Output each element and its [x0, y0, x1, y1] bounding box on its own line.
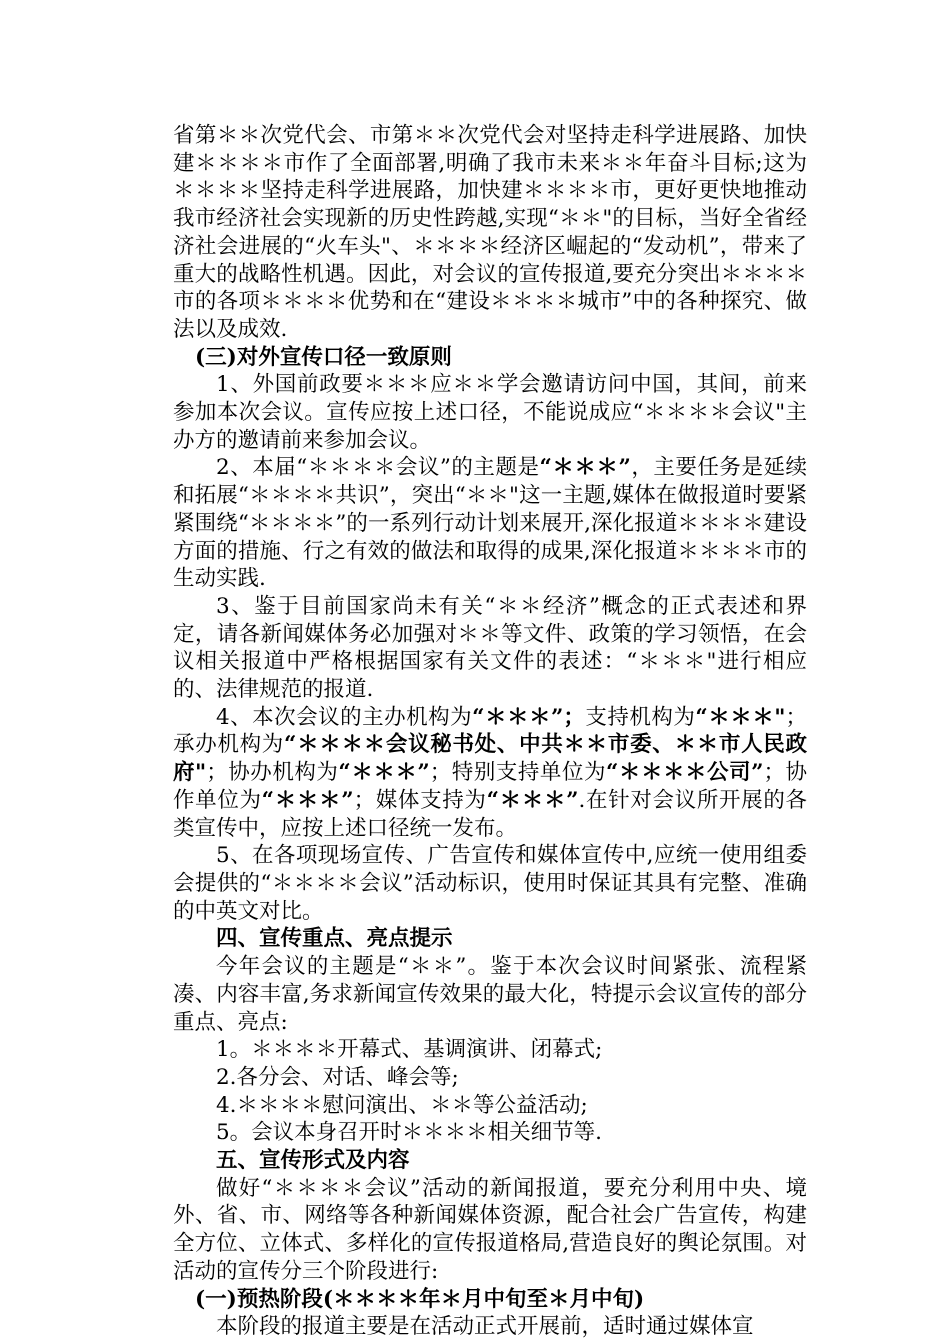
item-4-text-e: ；承办机构为 — [173, 704, 807, 758]
item-4-organizer: “＊＊＊”； — [472, 704, 585, 730]
item-4-undertaker: “＊＊＊＊会议秘书处、中共＊＊市委、＊＊市人民政府" — [173, 732, 807, 786]
document-page — [173, 122, 807, 1341]
item-4-text-i: ；特别支持单位为 — [429, 760, 607, 786]
item-2-text-a: 2、本届“＊＊＊＊会议”的主题是 — [216, 455, 540, 481]
phase-1-paragraph: 本阶段的报道主要是在活动正式开展前，适时通过媒体宣 — [216, 1314, 754, 1340]
item-4-media-supporter: “＊＊＊” — [486, 787, 579, 813]
item-4-text-o: .在针对会议所开展的各类宣传中，应按上述口径统一发布。 — [173, 787, 807, 841]
item-1-paragraph: 1、外国前政要＊＊＊应＊＊学会邀请访问中国，其间，前来参加本次会议。宣传应按上述口径，不能说成应“＊＊＊＊会议"主办方的邀请前来参加会议。 — [173, 372, 807, 453]
item-4-text-g: ；协办机构为 — [206, 760, 339, 786]
item-2-text-c: ，主要任务是延续和拓展“＊＊＊＊共识”，突出“＊＊"这一主题,媒体在做报道时要紧紧围绕“＊＊＊＊”的一系列行动计划来展开,深化报道＊＊＊＊建设方面的措施、行之有效的做法和取得的成果,深化报道＊＊＊＊市的生动实践. — [173, 455, 807, 592]
item-4-text-m: ；媒体支持为 — [353, 787, 487, 813]
highlights-paragraph: 今年会议的主题是“＊＊”。鉴于本次会议时间紧张、流程紧凑、内容丰富,务求新闻宣传效果的最大化，特提示会议宣传的部分重点、亮点: — [173, 954, 807, 1035]
item-4-special-supporter: “＊＊＊＊公司” — [606, 760, 764, 786]
phase-1-heading: (一)预热阶段(＊＊＊＊年＊月中旬至＊月中旬) — [195, 1286, 645, 1312]
list-item: 1。＊＊＊＊开幕式、基调演讲、闭幕式; — [216, 1037, 603, 1063]
item-4-partner: “＊＊＊” — [261, 787, 354, 813]
forms-paragraph: 做好“＊＊＊＊会议”活动的新闻报道，要充分利用中央、境外、省、市、网络等各种新闻媒体资源，配合社会广告宣传，构建全方位、立体式、多样化的宣传报道格局,营造良好的舆论氛围。对活动的宣传分三个阶段进行: — [173, 1175, 807, 1284]
item-2-paragraph — [173, 454, 807, 593]
section-heading-4: 四、宣传重点、亮点提示 — [216, 926, 453, 952]
list-item: 5。会议本身召开时＊＊＊＊相关细节等. — [216, 1120, 603, 1146]
list-item: 4.＊＊＊＊慰问演出、＊＊等公益活动; — [216, 1092, 588, 1118]
item-2-theme: “＊＊＊” — [539, 455, 631, 481]
list-item: 2.各分会、对话、峰会等; — [216, 1064, 459, 1090]
item-4-text-k: ；协作单位为 — [173, 760, 807, 813]
item-4-paragraph — [173, 704, 807, 843]
item-4-text-c: 支持机构为 — [584, 704, 696, 730]
item-4-co-organizer: “＊＊＊” — [338, 760, 430, 786]
intro-paragraph: 省第＊＊次党代会、市第＊＊次党代会对坚持走科学进展路、加快建＊＊＊＊市作了全面部署,明确了我市未来＊＊年奋斗目标;这为＊＊＊＊坚持走科学进展路，加快建＊＊＊＊市，更好更快地推动我市经济社会实现新的历史性跨越,实现“＊＊"的目标，当好全省经济社会进展的“火车头"、＊＊＊＊经济区崛起的“发动机”，带来了重大的战略性机遇。因此，对会议的宣传报道,要充分突出＊＊＊＊市的各项＊＊＊＊优势和在“建设＊＊＊＊城市”中的各种探究、做法以及成效. — [173, 123, 807, 342]
section-heading-5: 五、宣传形式及内容 — [216, 1148, 410, 1174]
section-heading-3: (三)对外宣传口径一致原则 — [195, 344, 452, 370]
item-4-supporter: “＊＊＊" — [695, 704, 786, 730]
item-4-text-a: 4、本次会议的主办机构为 — [216, 704, 473, 730]
item-5-paragraph: 5、在各项现场宣传、广告宣传和媒体宣传中,应统一使用组委会提供的“＊＊＊＊会议”活动标识，使用时保证其具有完整、准确的中英文对比。 — [173, 843, 807, 924]
item-3-paragraph: 3、鉴于目前国家尚未有关“＊＊经济”概念的正式表述和界定，请各新闻媒体务必加强对＊＊等文件、政策的学习领悟，在会议相关报道中严格根据国家有关文件的表述：“＊＊＊"进行相应的、法律规范的报道. — [173, 593, 807, 703]
